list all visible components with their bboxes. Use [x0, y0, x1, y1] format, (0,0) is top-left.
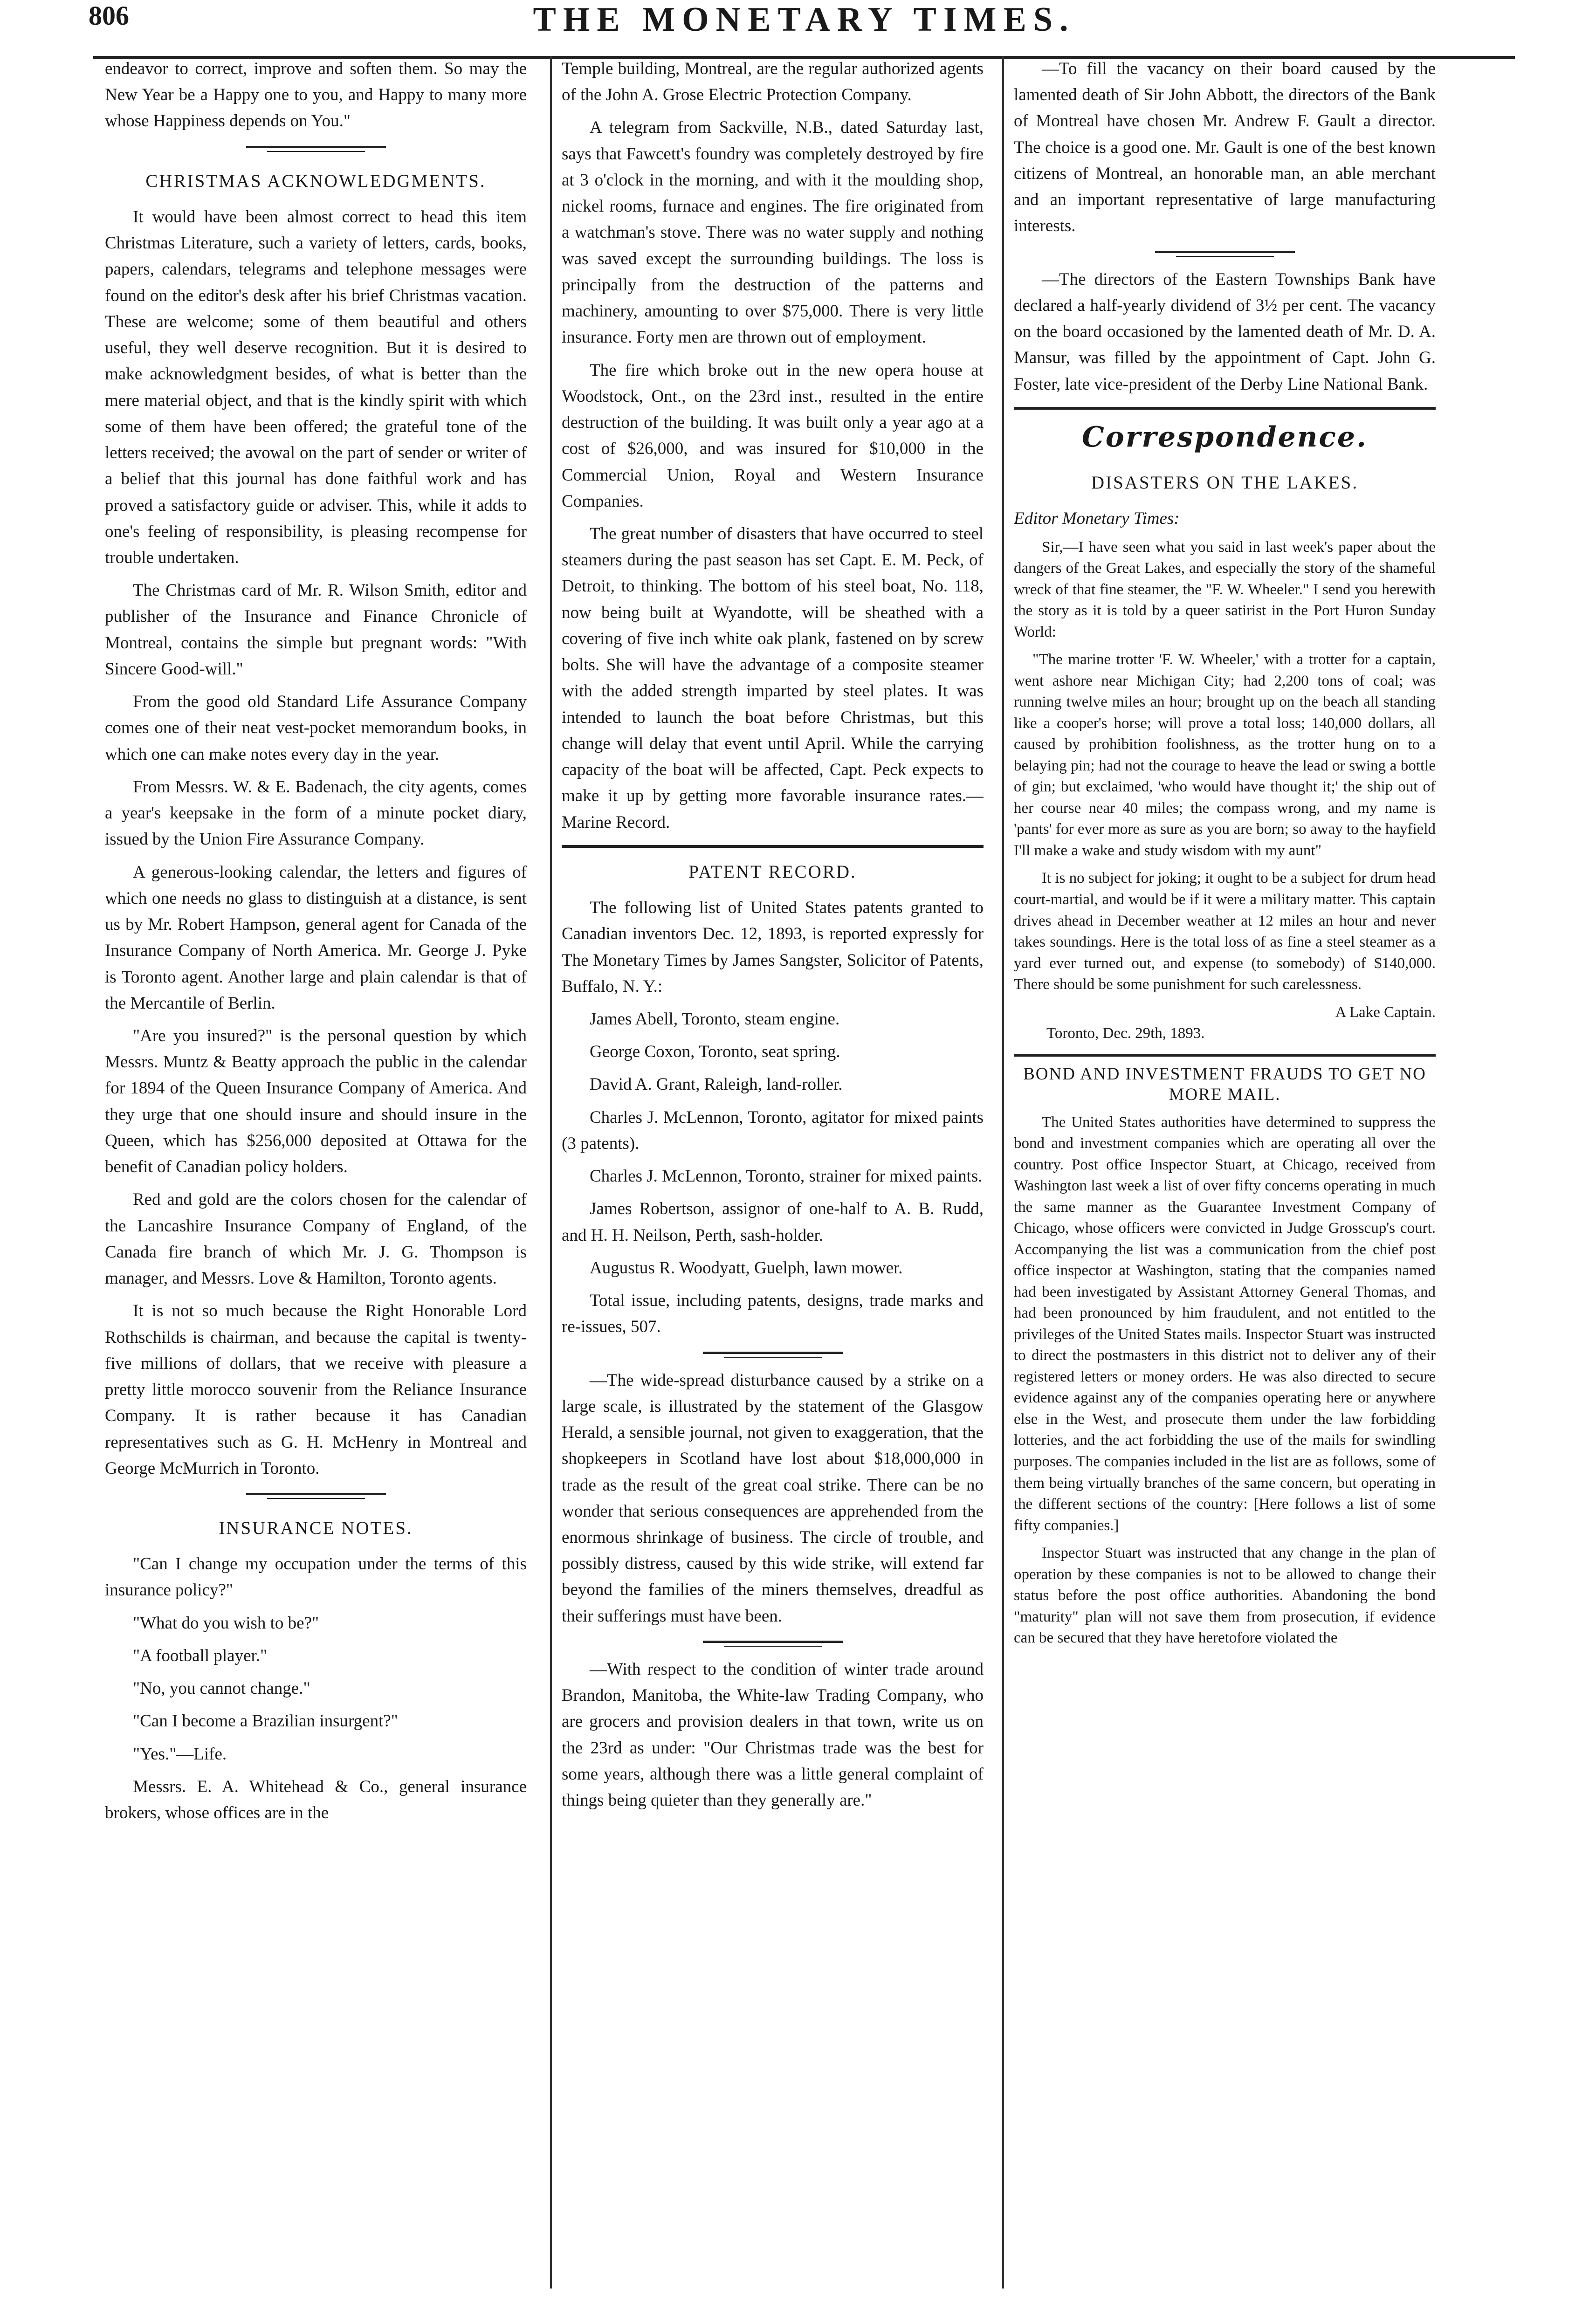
paragraph: The following list of United States patents granted to Canadian inventors Dec. 12, 1893, is reported expressly for The Monetary Times by James Sangster, Solicitor of Patents, Buffalo, N. Y.: [562, 898, 984, 996]
patent-entry: Augustus R. Woodyatt, Guelph, lawn mower. [590, 1258, 903, 1278]
patent-entry: David A. Grant, Raleigh, land-roller. [590, 1075, 843, 1094]
ornamental-rule [1155, 251, 1295, 262]
letter-paragraph: It is no subject for joking; it ought to be a subject for drum head court-martial, and would be if it were a military matter. This captain drives ahead in December weather at 12 miles an hour and never takes soundings. Here is the total loss of as fine a steel steamer as a yard ever turned out, and expense (to somebody) of $140,000. There should be some punishment for such carelessness. [1014, 870, 1436, 993]
letter-dateline: Toronto, Dec. 29th, 1893. [1046, 1025, 1205, 1042]
paragraph: It is not so much because the Right Honorable Lord Rothschilds is chairman, and because the capital is twenty-five millions of dollars, that we receive with pleasure a pretty little morocco souvenir from the Reliance Insurance Company. It is rather because it has Canadian representatives such as G. H. McHenry in Montreal and George McMurrich in Toronto. [105, 1301, 527, 1478]
paragraph: A telegram from Sackville, N.B., dated Saturday last, says that Fawcett's foundry was completely destroyed by fire at 3 o'clock in the morning, and with it the moulding shop, nickel rooms, furnace and engines. The fire originated from a watchman's stove. There was no water supply and nothing was saved except the surrounding buildings. The loss is principally from the destruction of the patterns and machinery, amounting to over $75,000. There is very little insurance. Forty men are thrown out of employment. [562, 118, 984, 347]
ornamental-rule [703, 1352, 843, 1363]
paragraph: Inspector Stuart was instructed that any change in the plan of operation by these companies is not to be allowed to change their status before the post office authorities. Abandoning the bond "maturity" plan will not save them from prosecution, if evidence can be secured that they have heretofore violated the [1014, 1545, 1436, 1647]
column-middle [562, 56, 984, 2275]
patent-entry: James Robertson, assignor of one-half to A. B. Rudd, and H. H. Neilson, Perth, sash-holder. [562, 1199, 984, 1245]
section-heading: PATENT RECORD. [688, 861, 857, 882]
paragraph: The fire which broke out in the new opera house at Woodstock, Ont., on the 23rd inst., resulted in the entire destruction of the building. It was built only a year ago at a cost of $26,000, and was insured for $10,000 in the Commercial Union, Royal and Western Insurance Companies. [562, 360, 984, 511]
paragraph: —With respect to the condition of winter trade around Brandon, Manitoba, the White-law Trading Company, who are grocers and provision dealers in that town, write us on the 23rd as under: "Our Christmas trade was the best for some years, although there was a little general complaint of things being quieter than they generally are." [562, 1659, 984, 1810]
paragraph: "Are you insured?" is the personal question by which Messrs. Muntz & Beatty approach the public in the calendar for 1894 of the Queen Insurance Company of America. And they urge that one should insure and should insure in the Queen, which has $256,000 deposited at Ottawa for the benefit of Canadian policy holders. [105, 1026, 527, 1177]
ornamental-rule [246, 1493, 386, 1504]
column-divider [1002, 56, 1004, 2288]
paragraph: —The wide-spread disturbance caused by a strike on a large scale, is illustrated by the statement of the Glasgow Herald, a sensible journal, not given to exaggeration, that the shopkeepers in Scotland have lost about $18,000,000 in trade as the result of the great coal strike. There can be no wonder that serious consequences are apprehended from the enormous shrinkage of business. The circle of trouble, and possibly distress, caused by this wide strike, will extend far beyond the families of the miners themselves, dreadful as their sufferings must have been. [562, 1370, 984, 1626]
column-left [105, 56, 527, 2275]
paragraph: From Messrs. W. & E. Badenach, the city agents, comes a year's keepsake in the form of a minute pocket diary, issued by the Union Fire Assurance Company. [105, 777, 527, 849]
section-heading: INSURANCE NOTES. [219, 1518, 413, 1538]
quoted-verse: "The marine trotter 'F. W. Wheeler,' with a trotter for a captain, went ashore near Michigan City; had 2,200 tons of coal; was running twelve miles an hour; brought up on the beach all standing like a cooper's horse; will prove a total loss; 140,000 dollars, all caused by prohibition foolishness, as the trotter hung on to a belaying pin; had not the courage to heave the lead or swing a bottle of gin; but exclaimed, 'who would have thought it;' the ship out of her course near 40 miles; the compass wrong, and my name is 'pants' for ever more as sure as you are born; so away to the hayfield I'll make a wake and study wisdom with my aunt" [1014, 651, 1436, 859]
dialogue-line: "Can I change my occupation under the terms of this insurance policy?" [105, 1554, 527, 1600]
paragraph: Red and gold are the colors chosen for the calendar of the Lancashire Insurance Company of England, of the Canada fire branch of which Mr. J. G. Thompson is manager, and Messrs. Love & Hamilton, Toronto agents. [105, 1190, 527, 1288]
dialogue-line: "Yes."—Life. [133, 1744, 227, 1764]
patent-entry: James Abell, Toronto, steam engine. [590, 1010, 840, 1029]
paragraph: endeavor to correct, improve and soften them. So may the New Year be a Happy one to you, and Happy to many more whose Happiness depends on You." [105, 59, 527, 131]
dialogue-line: "Can I become a Brazilian insurgent?" [133, 1711, 398, 1731]
ornamental-rule [246, 146, 386, 157]
paragraph: From the good old Standard Life Assurance Company comes one of their neat vest-pocket memorandum books, in which one can make notes every day in the year. [105, 692, 527, 764]
column-divider [550, 56, 552, 2288]
section-heading: CHRISTMAS ACKNOWLEDGMENTS. [145, 171, 486, 191]
paragraph: The great number of disasters that have occurred to steel steamers during the past season has set Capt. E. M. Peck, of Detroit, to thinking. The bottom of his steel boat, No. 118, now being built at Wyandotte, will be sheathed with a covering of five inch white oak plank, fastened on by screw bolts. She will have the advantage of a composite steamer with the added strength imparted by steel plates. It was intended to launch the boat before Christmas, but this change will delay that event until April. While the carrying capacity of the boat will be affected, Capt. Peck expects to make it up by getting more favorable insurance rates.—Marine Record. [562, 524, 984, 832]
masthead [70, 0, 1538, 51]
dialogue-line: "No, you cannot change." [133, 1679, 310, 1698]
patent-entry: Total issue, including patents, designs, trade marks and re-issues, 507. [562, 1291, 984, 1337]
page-number: 806 [89, 0, 129, 31]
paragraph: A generous-looking calendar, the letters and figures of which one needs no glass to distinguish at a distance, is sent us by Mr. Robert Hampson, general agent for Canada of the Insurance Company of North America. Mr. George J. Pyke is Toronto agent. Another large and plain calendar is that of the Mercantile of Berlin. [105, 862, 527, 1013]
column-right [1014, 56, 1436, 2275]
salutation: Editor Monetary Times: [1014, 509, 1180, 529]
letter-paragraph: Sir,—I have seen what you said in last week's paper about the dangers of the Great Lakes, and especially the story of the shameful wreck of that fine steamer, the "F. W. Wheeler." I send you herewith the story as it is told by a queer satirist in the Port Huron Sunday World: [1014, 538, 1436, 640]
correspondence-heading: Correspondence. [1082, 420, 1368, 454]
paragraph: Temple building, Montreal, are the regular authorized agents of the John A. Grose Electric Protection Company. [562, 59, 984, 105]
dialogue-line: "What do you wish to be?" [133, 1613, 319, 1633]
section-heading: BOND AND INVESTMENT FRAUDS TO GET NO MORE MAIL. [1023, 1064, 1426, 1105]
paragraph: Messrs. E. A. Whitehead & Co., general insurance brokers, whose offices are in the [105, 1777, 527, 1823]
dialogue-line: "A football player." [133, 1646, 268, 1665]
section-heading: DISASTERS ON THE LAKES. [1091, 473, 1359, 493]
paragraph: The United States authorities have determined to suppress the bond and investment companies which are operating all over the country. Post office Inspector Stuart, at Chicago, received from Washington last week a list of over fifty concerns operating in much the same manner as the Guarantee Investment Company of Chicago, whose officers were convicted in Judge Grosscup's court. Accompanying the list was a communication from the chief post office inspector at Washington, stating that the companies named had been investigated by Assistant Attorney General Thomas, and had been pronounced by him fraudulent, and not entitled to the privileges of the United States mails. Inspector Stuart was instructed to direct the postmasters in this district not to deliver any of their registered letters or money orders. He was also directed to secure evidence against any of the companies operating here or anywhere else in the West, and prosecute them under the law forbidding lotteries, and the act forbidding the use of the mails for swindling purposes. The companies included in the list are as follows, some of them being virtually branches of the same concern, but operating in the different sections of the country: [Here follows a list of some fifty companies.] [1014, 1113, 1436, 1534]
patent-entry: Charles J. McLennon, Toronto, agitator for mixed paints (3 patents). [562, 1107, 984, 1153]
patent-entry: Charles J. McLennon, Toronto, strainer for mixed paints. [590, 1167, 983, 1186]
publication-title: THE MONETARY TIMES. [533, 0, 1075, 39]
paragraph: It would have been almost correct to head this item Christmas Literature, such a variety of letters, cards, books, papers, calendars, telegrams and telephone messages were found on the editor's desk after his brief Christmas vacation. These are welcome; some of them beautiful and others useful, they well deserve recognition. But it is desired to make acknowledgment besides, of what is better than the mere material object, and that is the kindly spirit with which some of them have been offered; the grateful tone of the letters received; the avowal on the part of sender or writer of a belief that this journal has done faithful work and has proved a satisfactory guide or adviser. This, while it adds to one's feeling of responsibility, is pleasing recompense for trouble undertaken. [105, 207, 527, 568]
section-rule [1014, 1054, 1436, 1057]
paragraph: The Christmas card of Mr. R. Wilson Smith, editor and publisher of the Insurance and Finance Chronicle of Montreal, contains the simple but pregnant words: "With Sincere Good-will." [105, 581, 527, 679]
paragraph: —To fill the vacancy on their board caused by the lamented death of Sir John Abbott, the directors of the Bank of Montreal have chosen Mr. Andrew F. Gault a director. The choice is a good one. Mr. Gault is one of the best known citizens of Montreal, an honorable man, an able merchant and an important representative of large manufacturing interests. [1014, 59, 1436, 236]
patent-entry: George Coxon, Toronto, seat spring. [590, 1042, 840, 1062]
paragraph: —The directors of the Eastern Townships Bank have declared a half-yearly dividend of 3½ per cent. The vacancy on the board occasioned by the lamented death of Mr. D. A. Mansur, was filled by the appointment of Capt. John G. Foster, late vice-president of the Derby Line National Bank. [1014, 269, 1436, 394]
section-rule [562, 845, 984, 848]
section-rule [1014, 407, 1436, 410]
ornamental-rule [703, 1641, 843, 1652]
letter-signature: A Lake Captain. [1335, 1003, 1436, 1021]
